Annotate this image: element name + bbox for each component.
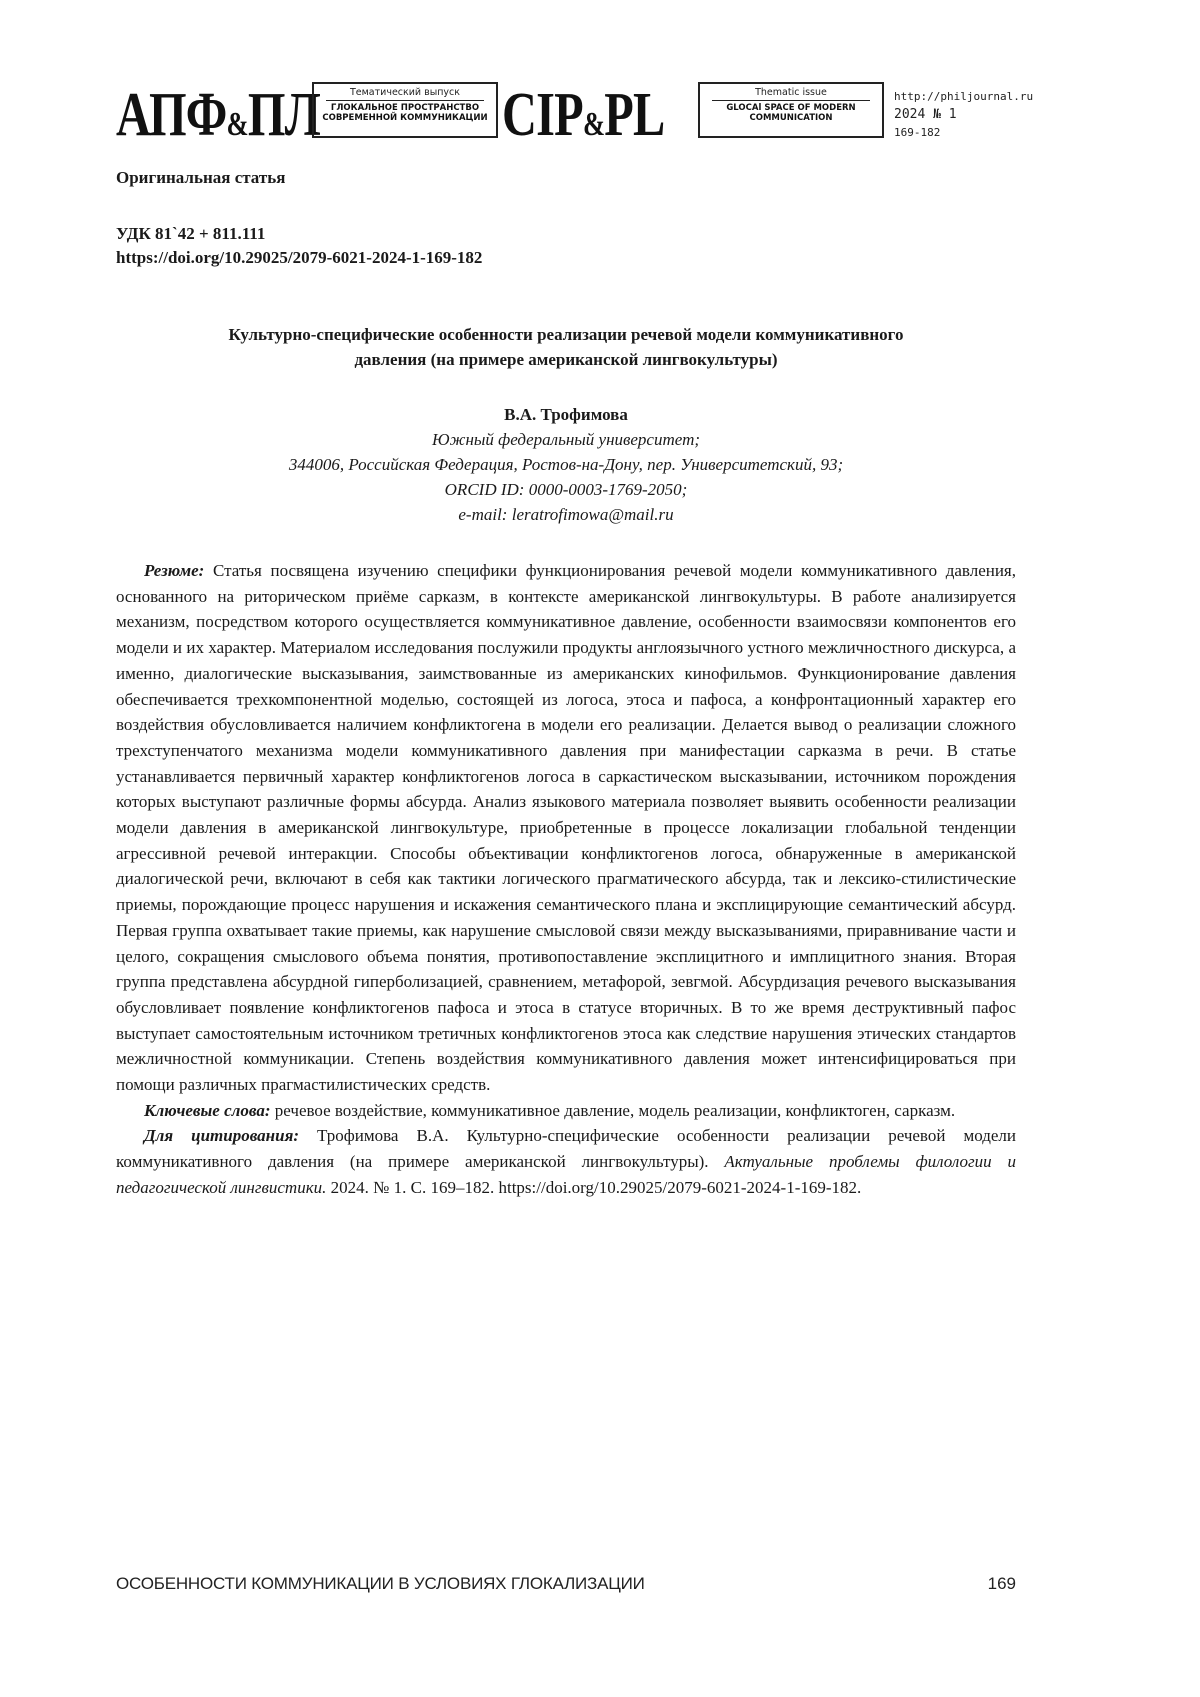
citation-paragraph — [116, 1123, 1016, 1200]
abstract-section — [116, 558, 1016, 1201]
thematic-title-ru: ГЛОКАЛЬНОЕ ПРОСТРАНСТВО СОВРЕМЕННОЙ КОММУНИКАЦИИ — [314, 103, 496, 123]
author-orcid: ORCID ID: 0000-0003-1769-2050; — [116, 477, 1016, 502]
issue-meta — [894, 88, 1033, 142]
author-email[interactable]: e-mail: leratrofimowa@mail.ru — [116, 502, 1016, 527]
thematic-box-en — [698, 82, 884, 138]
keywords-label: Ключевые слова: — [144, 1101, 271, 1120]
journal-site-link[interactable]: http://philjournal.ru — [894, 88, 1033, 106]
citation-text: Трофимова В.А. Культурно-специфические особенности реализации речевой модели коммуникативного давления (на примере американской лингвокультуры). — [116, 1126, 1016, 1171]
abstract-text: Статья посвящена изучению специфики функционирования речевой модели коммуникативного давления, основанного на риторическом приёме сарказм, в контексте американской лингвокультуры. В работе анализируется механизм, посредством которого осуществляется коммуникативное давление, особенности взаимосвязи компонентов его модели и их характер. Материалом исследования послужили продукты англоязычного устного межличностного дискурса, а именно, диалогические высказывания, заимствованные из американских кинофильмов. Функционирование давления обеспечивается трехкомпонентной моделью, состоящей из логоса, этоса и пафоса, а конфронтационный характер его воздействия обусловливается наличием конфликтогена в модели его реализации. Делается вывод о реализации сложного трехступенчатого механизма модели коммуникативного давления при манифестации сарказма в речи. В статье устанавливается первичный характер конфликтогенов логоса в саркастическом высказывании, источником порождения которых выступают различные формы абсурда. Анализ языкового материала позволяет выявить особенности реализации модели давления в американской лингвокультуре, приобретенные в процессе локализации глобальной тенденции агрессивной речевой интеракции. Способы объективации конфликтогенов логоса, обнаруженные в американской диалогической речи, включают в себя как тактики логического прагматического абсурда, так и лексико-стилистические приемы, порождающие процесс нарушения и искажения семантического плана и эксплицирующие семантический абсурд. Первая группа охватывает такие приемы, как нарушение смысловой связи между высказываниями, приравнивание части и целого, сокращения смыслового объема понятия, противопоставление эксплицитного и имплицитного знания. Вторая группа представлена абсурдной гиперболизацией, сравнением, метафорой, зевгмой. Абсурдизация речевого высказывания обусловливает появление конфликтогенов пафоса и этоса в статусе вторичных. В то же время деструктивный пафос выступает самостоятельным источником третичных конфликтогенов этоса как следствие нарушения этических стандартов межличностной коммуникации. Степень воздействия коммуникативного давления может интенсифицироваться при помощи различных прагмастилистических средств. — [116, 561, 1016, 1094]
title-line-2: давления (на примере американской лингвокультуры) — [116, 347, 1016, 372]
thematic-divider-ru — [326, 100, 484, 101]
logo-ru-end: ПЛ — [248, 81, 320, 149]
article-title — [116, 322, 1016, 372]
page-range: 169-182 — [894, 124, 1033, 142]
page-number: 169 — [988, 1574, 1016, 1594]
keywords-paragraph — [116, 1098, 1016, 1124]
journal-page — [0, 0, 1200, 1697]
title-line-1: Культурно-специфические особенности реализации речевой модели коммуникативного — [116, 322, 1016, 347]
logo-en-end: PL — [604, 81, 664, 149]
journal-header — [116, 78, 1016, 150]
thematic-divider-en — [712, 100, 870, 101]
thematic-label-ru: Тематический выпуск — [314, 87, 496, 99]
logo-en-main: CIP — [502, 81, 583, 149]
article-type: Оригинальная статья — [116, 168, 285, 188]
footer-section-title: ОСОБЕННОСТИ КОММУНИКАЦИИ В УСЛОВИЯХ ГЛОКАЛИЗАЦИИ — [116, 1574, 645, 1594]
issue-number: 2024 № 1 — [894, 106, 1033, 124]
logo-en-amp: & — [583, 106, 604, 143]
logo-ru-text — [116, 84, 320, 146]
thematic-box-ru — [312, 82, 498, 138]
citation-label: Для цитирования: — [144, 1126, 299, 1145]
abstract-paragraph — [116, 558, 1016, 1098]
keywords-text: речевое воздействие, коммуникативное давление, модель реализации, конфликтоген, сарказм. — [275, 1101, 955, 1120]
author-affiliation: Южный федеральный университет; — [116, 427, 1016, 452]
journal-logo-ru — [116, 84, 308, 146]
thematic-title-en: GLOCAl SPACE OF MODERN COMMUNICATION — [700, 103, 882, 123]
logo-en-text — [502, 84, 665, 146]
citation-details: 2024. № 1. С. 169–182. https://doi.org/10.29025/2079-6021-2024-1-169-182. — [331, 1178, 862, 1197]
citation-journal: Актуальные проблемы филологии и педагогической лингвистики. — [116, 1152, 1016, 1197]
thematic-label-en: Thematic issue — [700, 87, 882, 99]
author-block — [116, 402, 1016, 527]
doi-link[interactable]: https://doi.org/10.29025/2079-6021-2024-1-169-182 — [116, 246, 482, 270]
logo-ru-main: АПФ — [116, 81, 227, 149]
abstract-label: Резюме: — [144, 561, 204, 580]
udk-doi-block — [116, 222, 482, 270]
journal-logo-en — [502, 84, 702, 146]
author-address: 344006, Российская Федерация, Ростов-на-Дону, пер. Университетский, 93; — [116, 452, 1016, 477]
author-name: В.А. Трофимова — [116, 402, 1016, 427]
udk-code: УДК 81`42 + 811.111 — [116, 222, 482, 246]
logo-ru-amp: & — [227, 106, 248, 143]
